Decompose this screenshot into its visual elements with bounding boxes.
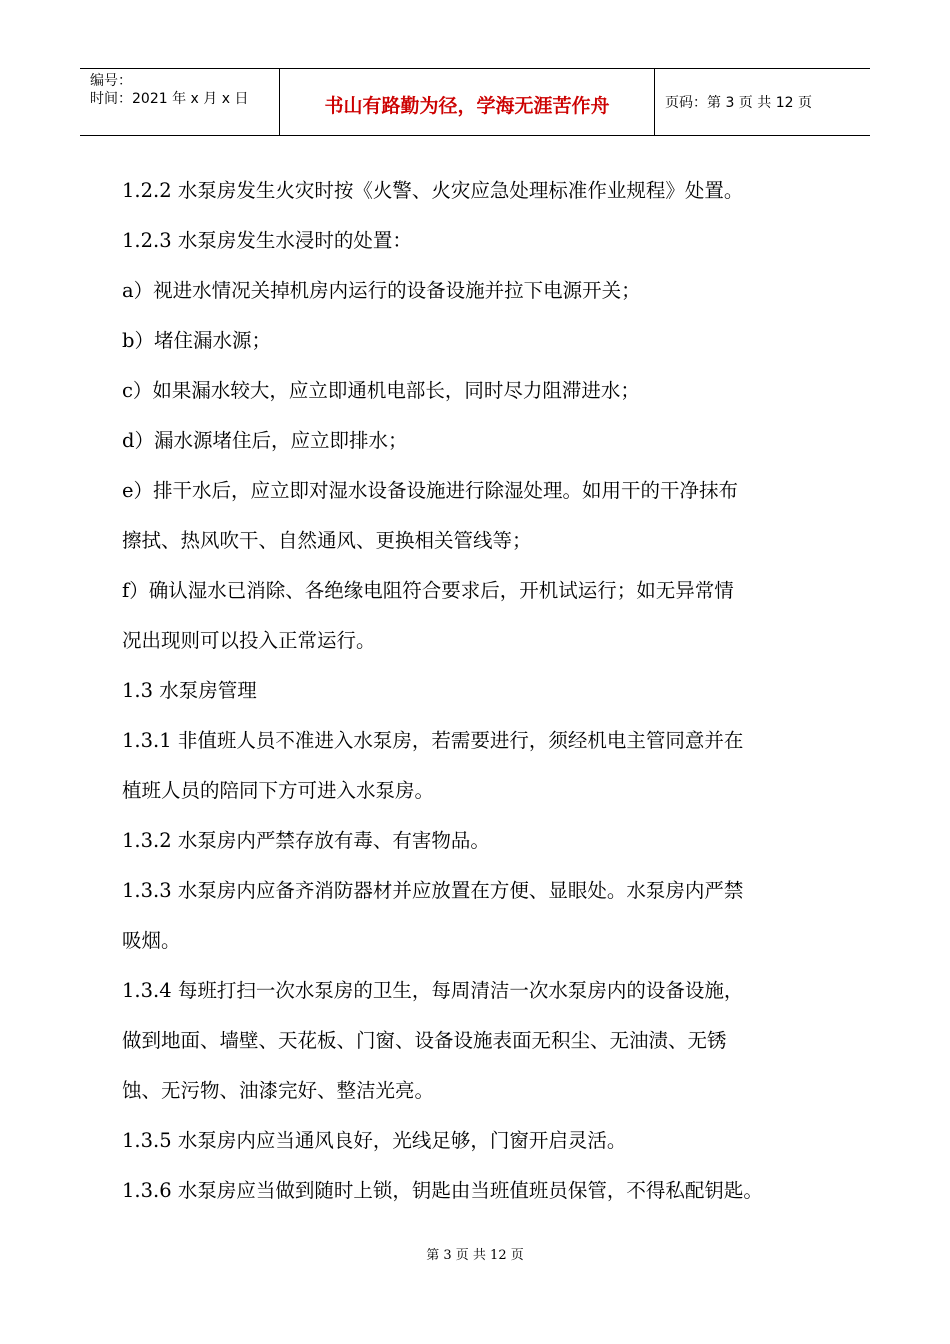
body-line: f）确认湿水已消除、各绝缘电阻符合要求后，开机试运行；如无异常情	[122, 579, 734, 602]
body-line: a）视进水情况关掉机房内运行的设备设施并拉下电源开关；	[122, 279, 641, 302]
body-line: e）排干水后，应立即对湿水设备设施进行除湿处理。如用干的干净抹布	[122, 479, 739, 502]
body-line: d）漏水源堵住后，应立即排水；	[122, 429, 408, 452]
body-line: 蚀、无污物、油漆完好、整洁光亮。	[122, 1079, 435, 1102]
body-line: 做到地面、墙壁、天花板、门窗、设备设施表面无积尘、无油渍、无锈	[122, 1029, 727, 1052]
body-line: 况出现则可以投入正常运行。	[122, 629, 376, 652]
body-line: 1.3.3 水泵房内应备齐消防器材并应放置在方便、显眼处。水泵房内严禁	[122, 879, 744, 902]
body-line: 吸烟。	[122, 929, 181, 952]
document-date-label: 时间：2021 年 x 月 x 日	[90, 91, 249, 107]
header-page-info: 页码：第 3 页 共 12 页	[665, 95, 812, 111]
body-line: 1.2.3 水泵房发生水浸时的处置：	[122, 229, 412, 252]
body-line: b）堵住漏水源；	[122, 329, 271, 352]
body-line: 1.3.6 水泵房应当做到随时上锁，钥匙由当班值班员保管，不得私配钥匙。	[122, 1179, 763, 1202]
body-line: 擦拭、热风吹干、自然通风、更换相关管线等；	[122, 529, 532, 552]
document-number-label: 编号：	[90, 73, 132, 89]
body-line: 1.3.1 非值班人员不准进入水泵房，若需要进行，须经机电主管同意并在	[122, 729, 744, 752]
document-body	[122, 166, 834, 1216]
page-footer: 第 3 页 共 12 页	[426, 1248, 524, 1263]
section-heading: 1.3 水泵房管理	[122, 679, 257, 702]
body-line: 1.3.5 水泵房内应当通风良好，光线足够，门窗开启灵活。	[122, 1129, 627, 1152]
body-line: 1.3.2 水泵房内严禁存放有毒、有害物品。	[122, 829, 490, 852]
header-meta-cell	[80, 69, 280, 135]
header-motto: 书山有路勤为径，学海无涯苦作舟	[280, 69, 655, 135]
body-line: 植班人员的陪同下方可进入水泵房。	[122, 779, 435, 802]
body-line: 1.2.2 水泵房发生火灾时按《火警、火灾应急处理标准作业规程》处置。	[122, 179, 744, 202]
body-line: 1.3.4 每班打扫一次水泵房的卫生，每周清洁一次水泵房内的设备设施，	[122, 979, 744, 1002]
page-header	[80, 68, 870, 136]
body-line: c）如果漏水较大，应立即通机电部长，同时尽力阻滞进水；	[122, 379, 640, 402]
